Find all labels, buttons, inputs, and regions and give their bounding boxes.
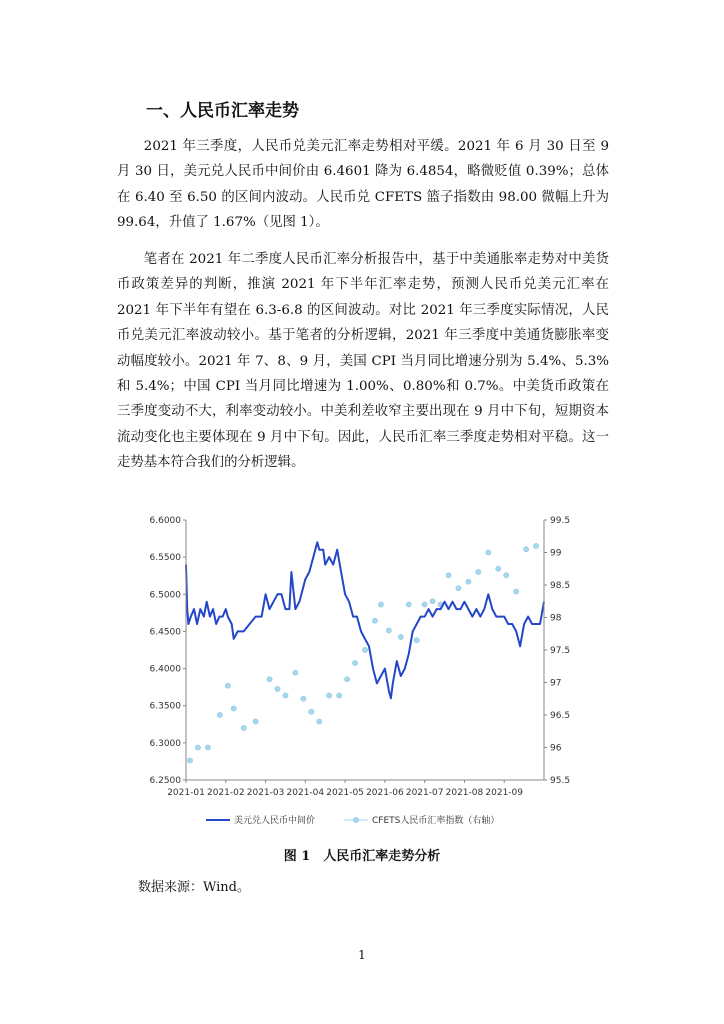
cfets-point xyxy=(293,670,298,675)
cfets-point xyxy=(253,719,258,724)
left-tick-label: 6.5500 xyxy=(149,553,181,564)
paragraph-1: 2021 年三季度，人民币兑美元汇率走势相对平缓。2021 年 6 月 30 日至 9 月 30 日，美元兑人民币中间价由 6.4601 降为 6.4854，略微贬值 0.39%；总体在 6.40 至 6.50 的区间内波动。人民币兑 CFETS 篮子指数由 98.00 微幅上升为 99.64，升值了 1.67%（见图 1）。 xyxy=(117,139,609,231)
right-tick-label: 97 xyxy=(550,678,562,689)
right-tick-label: 96 xyxy=(550,743,562,754)
cfets-point xyxy=(430,599,435,604)
x-tick-label: 2021-05 xyxy=(326,788,364,798)
cfets-point xyxy=(205,745,210,750)
x-axis xyxy=(167,780,544,798)
right-tick-label: 99.5 xyxy=(550,516,571,526)
x-tick-label: 2021-03 xyxy=(246,788,285,798)
right-tick-label: 98 xyxy=(550,613,562,624)
data-source: 数据来源：Wind。 xyxy=(138,880,250,895)
paragraph-2: 笔者在 2021 年二季度人民币汇率分析报告中，基于中美通胀率走势对中美货币政策差异的判断，推演 2021 年下半年汇率走势，预测人民币兑美元汇率在 2021 年下半年有望在 6.3-6.8 的区间波动。对比 2021 年三季度实际情况，人民币兑美元汇率波动较小。基于笔者的分析逻辑，2021 年三季度中美通货膨胀率变动幅度较小。2021 年 7、8、9 月，美国 CPI 当月同比增速分别为 5.4%、5.3%和 5.4%；中国 CPI 当月同比增速为 1.00%、0.80%和 0.7%。中美货币政策在三季度变动不大，利率变动较小。中美利差收窄主要出现在 9 月中下旬，短期资本流动变化也主要体现在 9 月中下旬。因此，人民币汇率三季度走势相对平稳。这一走势基本符合我们的分析逻辑。 xyxy=(117,252,609,471)
right-tick-label: 97.5 xyxy=(550,646,571,656)
left-tick-label: 6.4000 xyxy=(149,664,181,675)
cfets-point xyxy=(504,573,509,578)
x-tick-label: 2021-02 xyxy=(206,788,245,798)
figure-caption: 图 1 人民币汇率走势分析 xyxy=(283,849,441,864)
right-tick-label: 95.5 xyxy=(550,776,571,786)
cfets-point xyxy=(372,618,377,623)
usdcny-line xyxy=(186,542,544,698)
cfets-point xyxy=(195,745,200,750)
x-tick-label: 2021-01 xyxy=(167,788,205,798)
cfets-point xyxy=(533,543,538,548)
left-tick-label: 6.2500 xyxy=(149,776,181,786)
cfets-point xyxy=(496,566,501,571)
cfets-point xyxy=(414,638,419,643)
left-axis xyxy=(150,516,187,786)
cfets-point xyxy=(231,706,236,711)
x-tick-label: 2021-08 xyxy=(445,788,484,798)
right-tick-label: 96.5 xyxy=(550,711,571,721)
x-tick-label: 2021-06 xyxy=(366,788,404,798)
x-tick-label: 2021-04 xyxy=(286,788,325,798)
cfets-point xyxy=(406,602,411,607)
cfets-point xyxy=(225,683,230,688)
right-axis xyxy=(544,516,570,786)
cfets-point xyxy=(456,586,461,591)
cfets-point xyxy=(476,569,481,574)
page-number: 1 xyxy=(358,948,366,962)
cfets-point xyxy=(301,696,306,701)
cfets-point xyxy=(466,579,471,584)
right-tick-label: 99 xyxy=(550,548,562,559)
cfets-point xyxy=(352,660,357,665)
cfets-point xyxy=(486,550,491,555)
left-tick-label: 6.4500 xyxy=(149,627,181,638)
cfets-point xyxy=(275,686,280,691)
cfets-point xyxy=(446,573,451,578)
cfets-point xyxy=(378,602,383,607)
cfets-point xyxy=(309,709,314,714)
x-tick-label: 2021-09 xyxy=(485,788,524,798)
cfets-point xyxy=(422,602,427,607)
cfets-point xyxy=(398,634,403,639)
x-tick-label: 2021-07 xyxy=(405,788,444,798)
cfets-point xyxy=(241,725,246,730)
exchange-rate-chart xyxy=(148,508,578,838)
left-tick-label: 6.6000 xyxy=(149,516,181,526)
cfets-point xyxy=(337,693,342,698)
cfets-point xyxy=(283,693,288,698)
legend-label-usdcny: 美元兑人民币中间价 xyxy=(234,816,316,826)
cfets-point xyxy=(217,712,222,717)
right-tick-label: 98.5 xyxy=(550,581,571,591)
legend-dot-swatch xyxy=(353,817,358,822)
cfets-point xyxy=(514,589,519,594)
section-heading: 一、人民币汇率走势 xyxy=(146,101,299,121)
left-tick-label: 6.5000 xyxy=(149,590,181,601)
cfets-point xyxy=(187,758,192,763)
cfets-point xyxy=(524,547,529,552)
left-tick-label: 6.3500 xyxy=(149,701,181,712)
cfets-point xyxy=(386,628,391,633)
cfets-point xyxy=(267,677,272,682)
plot-area xyxy=(186,542,544,763)
cfets-point xyxy=(317,719,322,724)
left-tick-label: 6.3000 xyxy=(149,738,181,749)
cfets-point xyxy=(345,677,350,682)
cfets-point xyxy=(327,693,332,698)
legend-label-cfets: CFETS人民币汇率指数（右轴） xyxy=(372,816,500,826)
chart-legend xyxy=(206,814,499,826)
cfets-point xyxy=(362,647,367,652)
